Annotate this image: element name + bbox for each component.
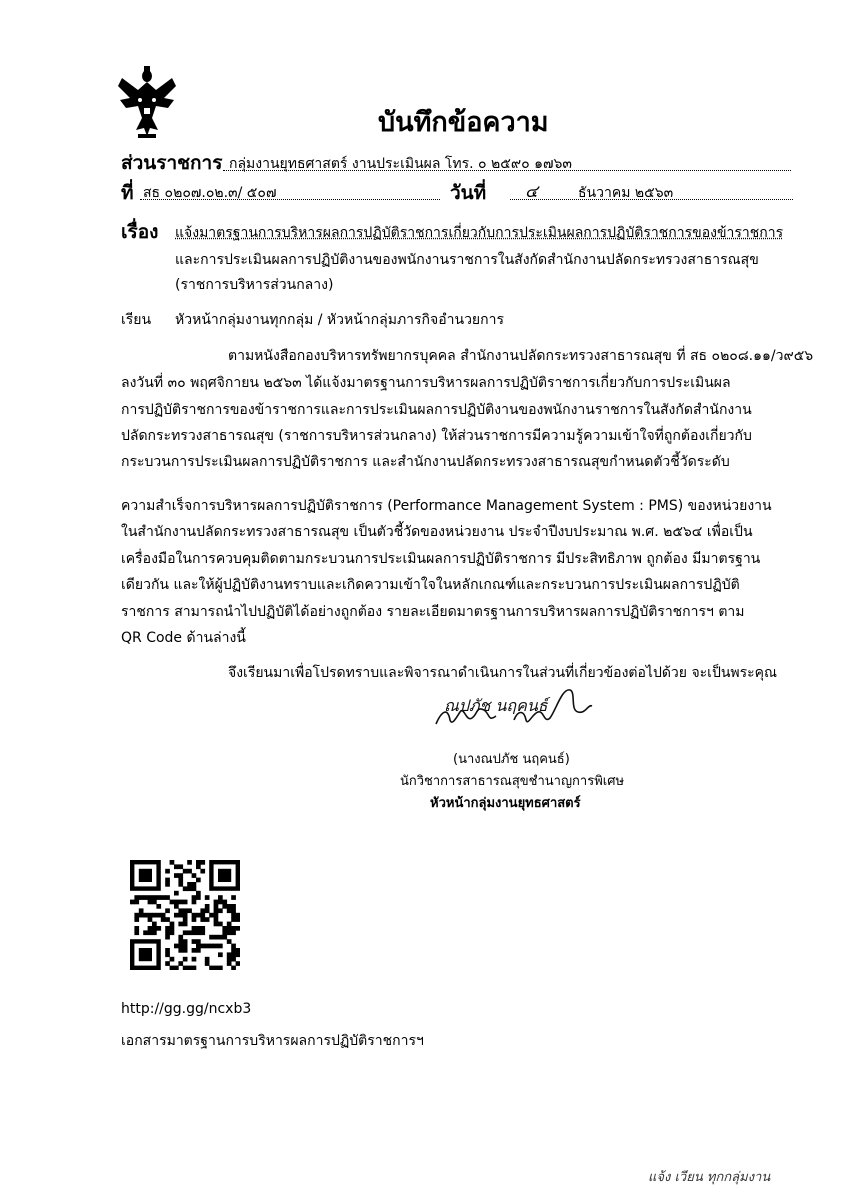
ref-label: ที่ (121, 182, 134, 204)
body-line: ตามหนังสือกองบริหารทรัพยากรบุคคล สำนักงานปลัดกระทรวงสาธารณสุข ที่ สธ ๐๒๐๘.๑๑/ว๙๕๖ (228, 348, 814, 364)
date-day: ๔ (525, 182, 538, 202)
signer-position: นักวิชาการสาธารณสุขชำนาญการพิเศษ (400, 774, 625, 789)
signer-role: หัวหน้ากลุ่มงานยุทธศาสตร์ (430, 796, 581, 811)
body-line: เครื่องมือในการควบคุมติดตามกระบวนการประเมินผลการปฏิบัติราชการ มีประสิทธิภาพ ถูกต้อง มีมาตรฐาน (121, 551, 761, 567)
qr-url-link[interactable]: http://gg.gg/ncxb3 (121, 1001, 252, 1017)
body-line: QR Code ด้านล่างนี้ (121, 630, 246, 646)
date-value: ธันวาคม ๒๕๖๓ (578, 185, 674, 201)
garuda-emblem-icon (116, 64, 178, 140)
body-line: การปฏิบัติราชการของข้าราชการและการประเมินผลการปฏิบัติงานของพนักงานราชการในสังกัดสำนักงาน (121, 402, 752, 418)
subject-line-3: (ราชการบริหารส่วนกลาง) (175, 277, 334, 293)
handwritten-signature (430, 680, 610, 735)
body-line: กระบวนการประเมินผลการปฏิบัติราชการ และสำนักงานปลัดกระทรวงสาธารณสุขกำหนดตัวชี้วัดระดับ (121, 454, 730, 470)
qr-pattern-icon (130, 860, 240, 970)
body-line: ความสำเร็จการบริหารผลการปฏิบัติราชการ (Performance Management System : PMS) ของหน่วยงาน (121, 498, 772, 514)
ref-value: สธ ๐๒๐๗.๐๒.๓/ ๕๐๗ (143, 185, 277, 201)
agency-value: กลุ่มงานยุทธศาสตร์ งานประเมินผล โทร. ๐ ๒๕๙๐ ๑๗๖๓ (229, 156, 572, 172)
signer-name: (นางณปภัช นฤคนธ์) (453, 752, 570, 767)
agency-label: ส่วนราชการ (121, 152, 223, 174)
qr-code[interactable] (130, 860, 240, 970)
subject-line-1: แจ้งมาตรฐานการบริหารผลการปฏิบัติราชการเกี่ยวกับการประเมินผลการปฏิบัติราชการของข้าราชการ (175, 225, 784, 241)
body-line: ลงวันที่ ๓๐ พฤศจิกายน ๒๕๖๓ ได้แจ้งมาตรฐานการบริหารผลการปฏิบัติราชการเกี่ยวกับการประเมินผล (121, 375, 731, 391)
memo-title: บันทึกข้อความ (378, 107, 549, 138)
qr-caption: เอกสารมาตรฐานการบริหารผลการปฏิบัติราชการฯ (121, 1033, 424, 1049)
body-line: ปลัดกระทรวงสาธารณสุข (ราชการบริหารส่วนกลาง) ให้ส่วนราชการมีความรู้ความเข้าใจที่ถูกต้องเกี่ยวกับ (121, 428, 752, 444)
salutation-label: เรียน (121, 312, 152, 328)
subject-label: เรื่อง (121, 221, 159, 243)
subject-line-2: และการประเมินผลการปฏิบัติงานของพนักงานราชการในสังกัดสำนักงานปลัดกระทรวงสาธารณสุข (175, 252, 759, 268)
body-line: เดียวกัน และให้ผู้ปฏิบัติงานทราบและเกิดความเข้าใจในหลักเกณฑ์และกระบวนการประเมินผลการปฏิบัติ (121, 577, 740, 593)
body-line: ราชการ สามารถนำไปปฏิบัติได้อย่างถูกต้อง รายละเอียดมาตรฐานการบริหารผลการปฏิบัติราชการฯ ตาม (121, 604, 745, 620)
closing-text: จึงเรียนมาเพื่อโปรดทราบและพิจารณาดำเนินการในส่วนที่เกี่ยวข้องต่อไปด้วย จะเป็นพระคุณ (228, 665, 778, 681)
body-line: ในสำนักงานปลัดกระทรวงสาธารณสุข เป็นตัวชี้วัดของหน่วยงาน ประจำปีงบประมาณ พ.ศ. ๒๕๖๔ เพื่อเป็น (121, 524, 753, 540)
signature-text: ณปภัช นฤคนธ์ (444, 696, 548, 715)
salutation-value: หัวหน้ากลุ่มงานทุกกลุ่ม / หัวหน้ากลุ่มภารกิจอำนวยการ (175, 312, 504, 328)
date-label: วันที่ (450, 182, 487, 204)
handwritten-note: แจ้ง เวียน ทุกกลุ่มงาน (648, 1170, 771, 1185)
